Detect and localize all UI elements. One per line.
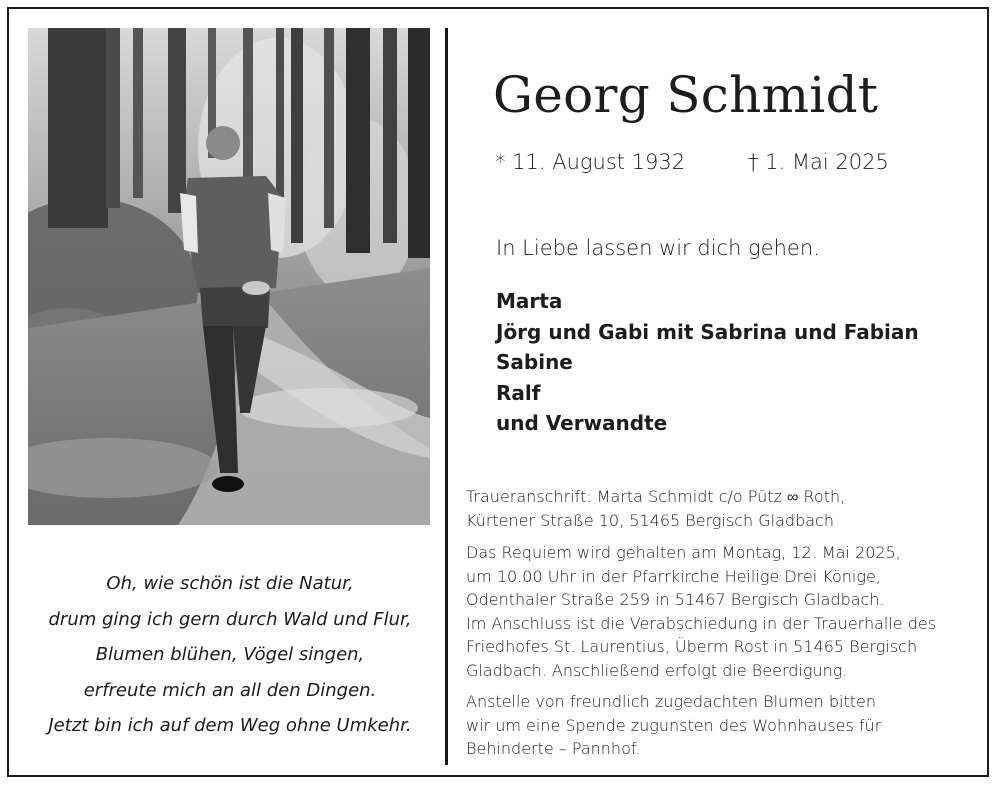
mourner-name: Jörg und Gabi mit Sabrina und Fabian (496, 319, 919, 344)
service-line: Odenthaler Straße 259 in 51467 Bergisch Gladbach. (466, 590, 885, 609)
poem-line: Jetzt bin ich auf dem Weg ohne Umkehr. (48, 715, 412, 736)
donation-line: Anstelle von freundlich zugedachten Blumen bitten (466, 692, 876, 711)
memorial-photo (28, 28, 430, 525)
service-line: Im Anschluss ist die Verabschiedung in der Trauerhalle des (466, 613, 937, 633)
poem-line: Blumen blühen, Vögel singen, (95, 644, 365, 665)
death-date: † 1. Mai 2025 (748, 150, 889, 174)
deceased-name: Georg Schmidt (493, 66, 879, 124)
service-details (466, 541, 974, 682)
donation-request (466, 690, 974, 761)
farewell-line: In Liebe lassen wir dich gehen. (496, 236, 820, 260)
service-line: Das Requiem wird gehalten am Montag, 12. Mai 2025, (466, 543, 901, 562)
address-line: Kürtener Straße 10, 51465 Bergisch Gladbach (466, 510, 834, 530)
service-line: Gladbach. Anschließend erfolgt die Beerdigung. (466, 660, 848, 680)
forest-path-image (28, 28, 430, 525)
donation-line: wir um eine Spende zugunsten des Wohnhauses für (466, 715, 882, 735)
vertical-divider (445, 28, 448, 765)
mourner-name: Ralf (496, 380, 541, 405)
mourners-list (496, 286, 919, 439)
service-line: Friedhofes St. Laurentius, Überm Rost in 51465 Bergisch (466, 637, 918, 656)
donation-line: Behinderte – Pannhof. (466, 739, 641, 758)
poem-line: drum ging ich gern durch Wald und Flur, (48, 608, 412, 630)
address-line: Traueranschrift: Marta Schmidt c/o Pütz ∞ Roth, (466, 487, 846, 506)
service-line: um 10.00 Uhr in der Pfarrkirche Heilige Drei Könige, (466, 566, 881, 586)
poem-line: erfreute mich an all den Dingen. (83, 679, 377, 701)
mourner-name: und Verwandte (496, 411, 668, 435)
birth-date: * 11. August 1932 (495, 150, 686, 174)
mourner-name: Marta (496, 289, 563, 313)
mourner-name: Sabine (496, 350, 573, 374)
mourning-address (466, 485, 974, 532)
memorial-poem (20, 566, 440, 744)
poem-line: Oh, wie schön ist die Natur, (106, 573, 354, 594)
